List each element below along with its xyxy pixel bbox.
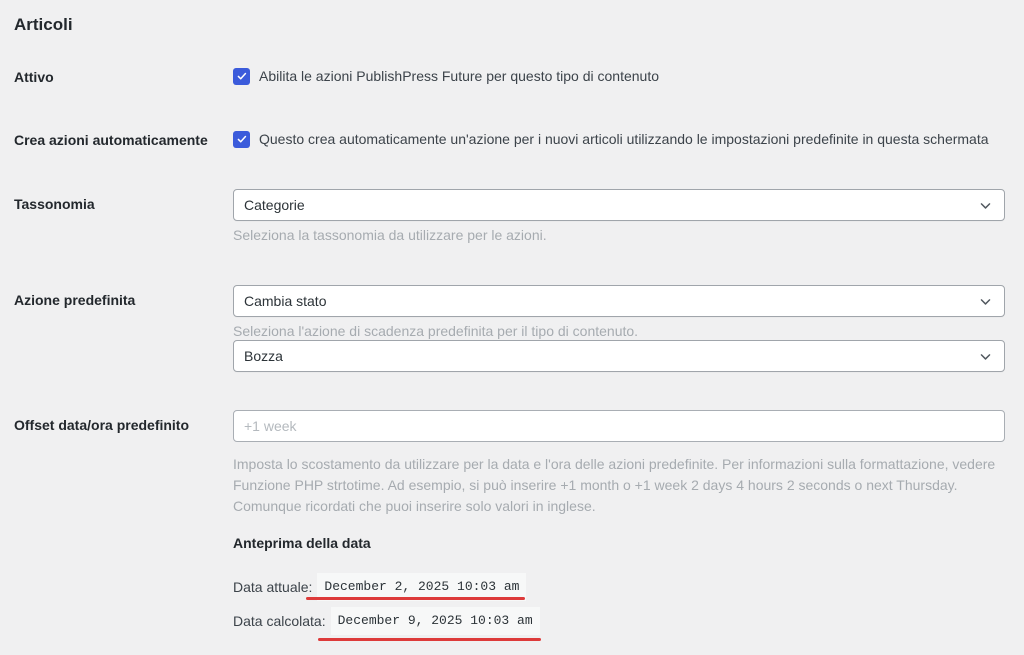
row-auto-create [14,129,1024,149]
red-underline-annotation [306,597,525,600]
checkmark-icon [236,133,248,145]
taxonomy-hint: Seleziona la tassonomia da utilizzare per le azioni. [233,227,547,243]
row-active-label: Attivo [14,69,54,85]
page-title: Articoli [14,15,73,34]
current-date-value: December 2, 2025 10:03 am [317,573,526,601]
active-checkbox-label: Abilita le azioni PublishPress Future per questo tipo di contenuto [259,68,660,84]
row-offset-label: Offset data/ora predefinito [14,417,190,433]
date-preview-heading: Anteprima della data [233,535,371,551]
row-taxonomy-label: Tassonomia [14,196,95,212]
checkmark-icon [236,70,248,82]
row-default-action-label: Azione predefinita [14,292,136,308]
row-offset [14,410,1024,635]
default-status-select-value: Bozza [244,348,283,364]
current-date-line [233,573,1005,601]
row-active [14,66,1024,86]
active-checkbox[interactable] [233,68,250,85]
current-date-label: Data attuale: [233,579,313,595]
taxonomy-select[interactable] [233,189,1005,221]
offset-hint: Imposta lo scostamento da utilizzare per la data e l'ora delle azioni predefinite. Per informazioni sulla formattazione, vedere Funzione PHP strtotime. Ad esempio, si può inserire +1 month o +1 week 2 days 4 hours 2 seconds o next Thursday. Comunque ricordati che puoi inserire solo valori in inglese. [233,456,996,514]
active-checkbox-row[interactable] [233,66,1005,86]
default-status-select[interactable] [233,340,1005,372]
computed-date-label: Data calcolata: [233,613,326,629]
chevron-down-icon [979,199,992,212]
taxonomy-select-value: Categorie [244,197,305,213]
default-action-hint: Seleziona l'azione di scadenza predefinita per il tipo di contenuto. [233,323,639,339]
red-underline-annotation [318,638,541,641]
computed-date-line [233,607,1005,635]
row-auto-create-label: Crea azioni automaticamente [14,132,208,148]
chevron-down-icon [979,350,992,363]
auto-create-checkbox-row[interactable] [233,129,1005,149]
chevron-down-icon [979,295,992,308]
auto-create-checkbox[interactable] [233,131,250,148]
auto-create-checkbox-label: Questo crea automaticamente un'azione per i nuovi articoli utilizzando le impostazioni predefinite in questa schermata [259,131,989,147]
default-action-select-value: Cambia stato [244,293,327,309]
row-default-action [14,285,1024,372]
computed-date-value: December 9, 2025 10:03 am [331,607,540,635]
offset-input[interactable] [233,410,1005,442]
row-taxonomy [14,189,1024,244]
default-action-select[interactable] [233,285,1005,317]
